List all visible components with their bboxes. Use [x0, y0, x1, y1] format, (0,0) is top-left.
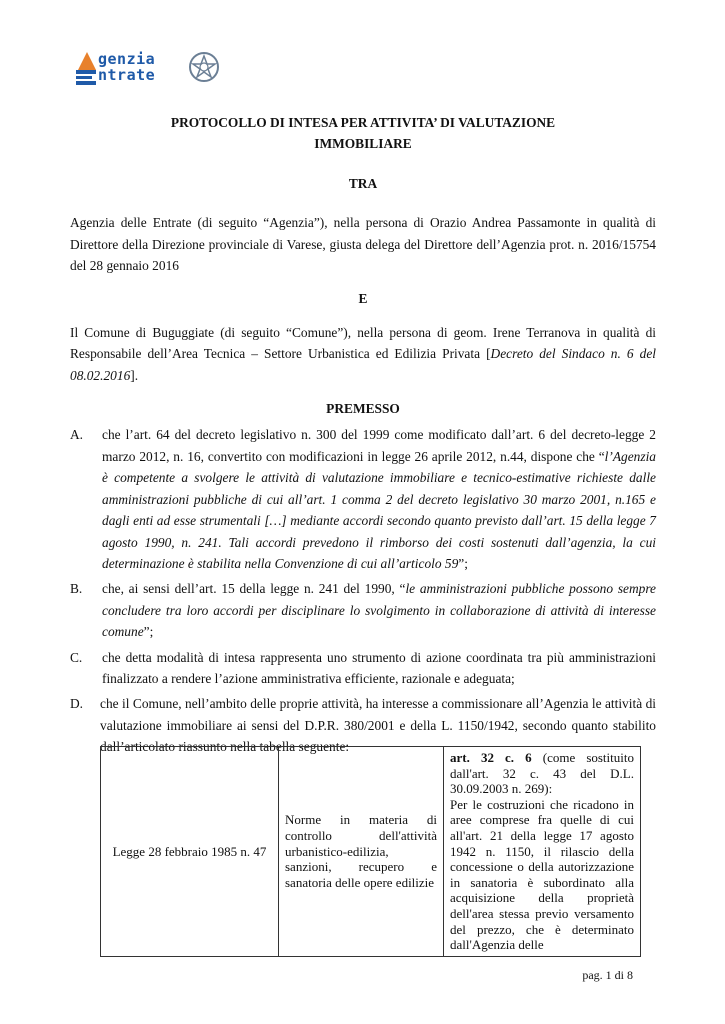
tra-heading: TRA [348, 175, 378, 191]
table-row [101, 747, 641, 957]
logo-a-e-mark-icon [74, 50, 100, 86]
premise-item-b [70, 578, 656, 642]
item-text: che l’art. 64 del decreto legislativo n. 300 del 1999 come modificato dall’art. 6 del decreto-legge 2 marzo 2012, n. 16, convertito con modificazioni in legge 26 aprile 2012, n.44, dispone che “l’Agenzia è competente a svolgere le attività di valutazione immobiliare e tecnico-estimative richieste dalle amministrazioni pubbliche di cui all’art. 1 comma 2 del decreto legislativo 30 marzo 2001, n.165 e dagli enti ad esse strumentali […] mediante accordi secondo quanto previsto dall’art. 15 della legge 7 agosto 1990, n. 241. Tali accordi prevedono il rimborso dei costi sostenuti dall’agenzia, la cui determinazione è stabilita nella Convenzione di cui all’articolo 59”; [102, 427, 656, 571]
item-label: D. [70, 696, 84, 712]
logo-text-genzia: genzia [98, 50, 156, 68]
document-title-line1: PROTOCOLLO DI INTESA PER ATTIVITA’ DI VALUTAZIONE [170, 115, 556, 130]
item-label: C. [70, 649, 83, 665]
table-cell-subject: Norme in materia di controllo dell'attività urbanistico-edilizia, sanzioni, recupero e sanatoria delle opere edilizie [279, 747, 444, 957]
activities-table [100, 746, 641, 957]
table-cell-article: art. 32 c. 6 (come sostituito dall'art. 32 c. 43 del D.L. 30.09.2003 n. 269): Per le costruzioni che ricadono in aree comprese fra quelle di cui all'art. 21 della legge 17 agosto 1942 n. 1150, il rilascio della concessione o della autorizzazione in sanatoria è subordinato alla acquisizione della proprietà dell'area stessa previo versamento del prezzo, che è determinato dall'Agenzia delle [444, 747, 641, 957]
item-label: B. [70, 581, 83, 597]
document-body [70, 112, 656, 758]
party-comune-paragraph: Il Comune di Buguggiate (di seguito “Comune”), nella persona di geom. Irene Terranova in qualità di Responsabile dell’Area Tecnica – Settore Urbanistica ed Edilizia Privata [Decreto del Sindaco n. 6 del 08.02.2016]. [70, 324, 656, 383]
item-text: che detta modalità di intesa rappresenta uno strumento di azione coordinata tra più amministrazioni finalizzato a rendere l’azione amministrativa efficiente, razionale e adeguata; [102, 649, 656, 686]
page-number: pag. 1 di 8 [582, 968, 633, 982]
premise-item-c [70, 647, 656, 690]
item-text: che, ai sensi dell’art. 15 della legge n. 241 del 1990, “le amministrazioni pubbliche possono sempre concludere tra loro accordi per disciplinare lo svolgimento in collaborazione di attività di interesse comune”; [102, 581, 656, 640]
e-heading: E [358, 291, 368, 307]
table-cell-law: Legge 28 febbraio 1985 n. 47 [101, 747, 279, 957]
republic-emblem-icon [188, 50, 220, 84]
logo-text-ntrate: ntrate [98, 66, 156, 84]
premise-item-a [70, 424, 656, 574]
premesso-heading: PREMESSO [326, 401, 400, 417]
agenzia-entrate-logo [74, 46, 224, 90]
document-title-line2: IMMOBILIARE [314, 136, 412, 152]
item-text: che il Comune, nell’ambito delle proprie attività, ha interesse a commissionare all’Agenzia le attività di valutazione immobiliare ai sensi del D.P.R. 380/2001 e della L. 1150/1942, secondo quanto stabilito dall’articolato riassunto nella tabella seguente: [100, 696, 656, 755]
party-agenzia-paragraph: Agenzia delle Entrate (di seguito “Agenzia”), nella persona di Orazio Andrea Passamonte in qualità di Direttore della Direzione provinciale di Varese, giusta delega del Direttore dell’Agenzia prot. n. 2016/15754 del 28 gennaio 2016 [70, 215, 656, 274]
item-label: A. [70, 427, 84, 443]
